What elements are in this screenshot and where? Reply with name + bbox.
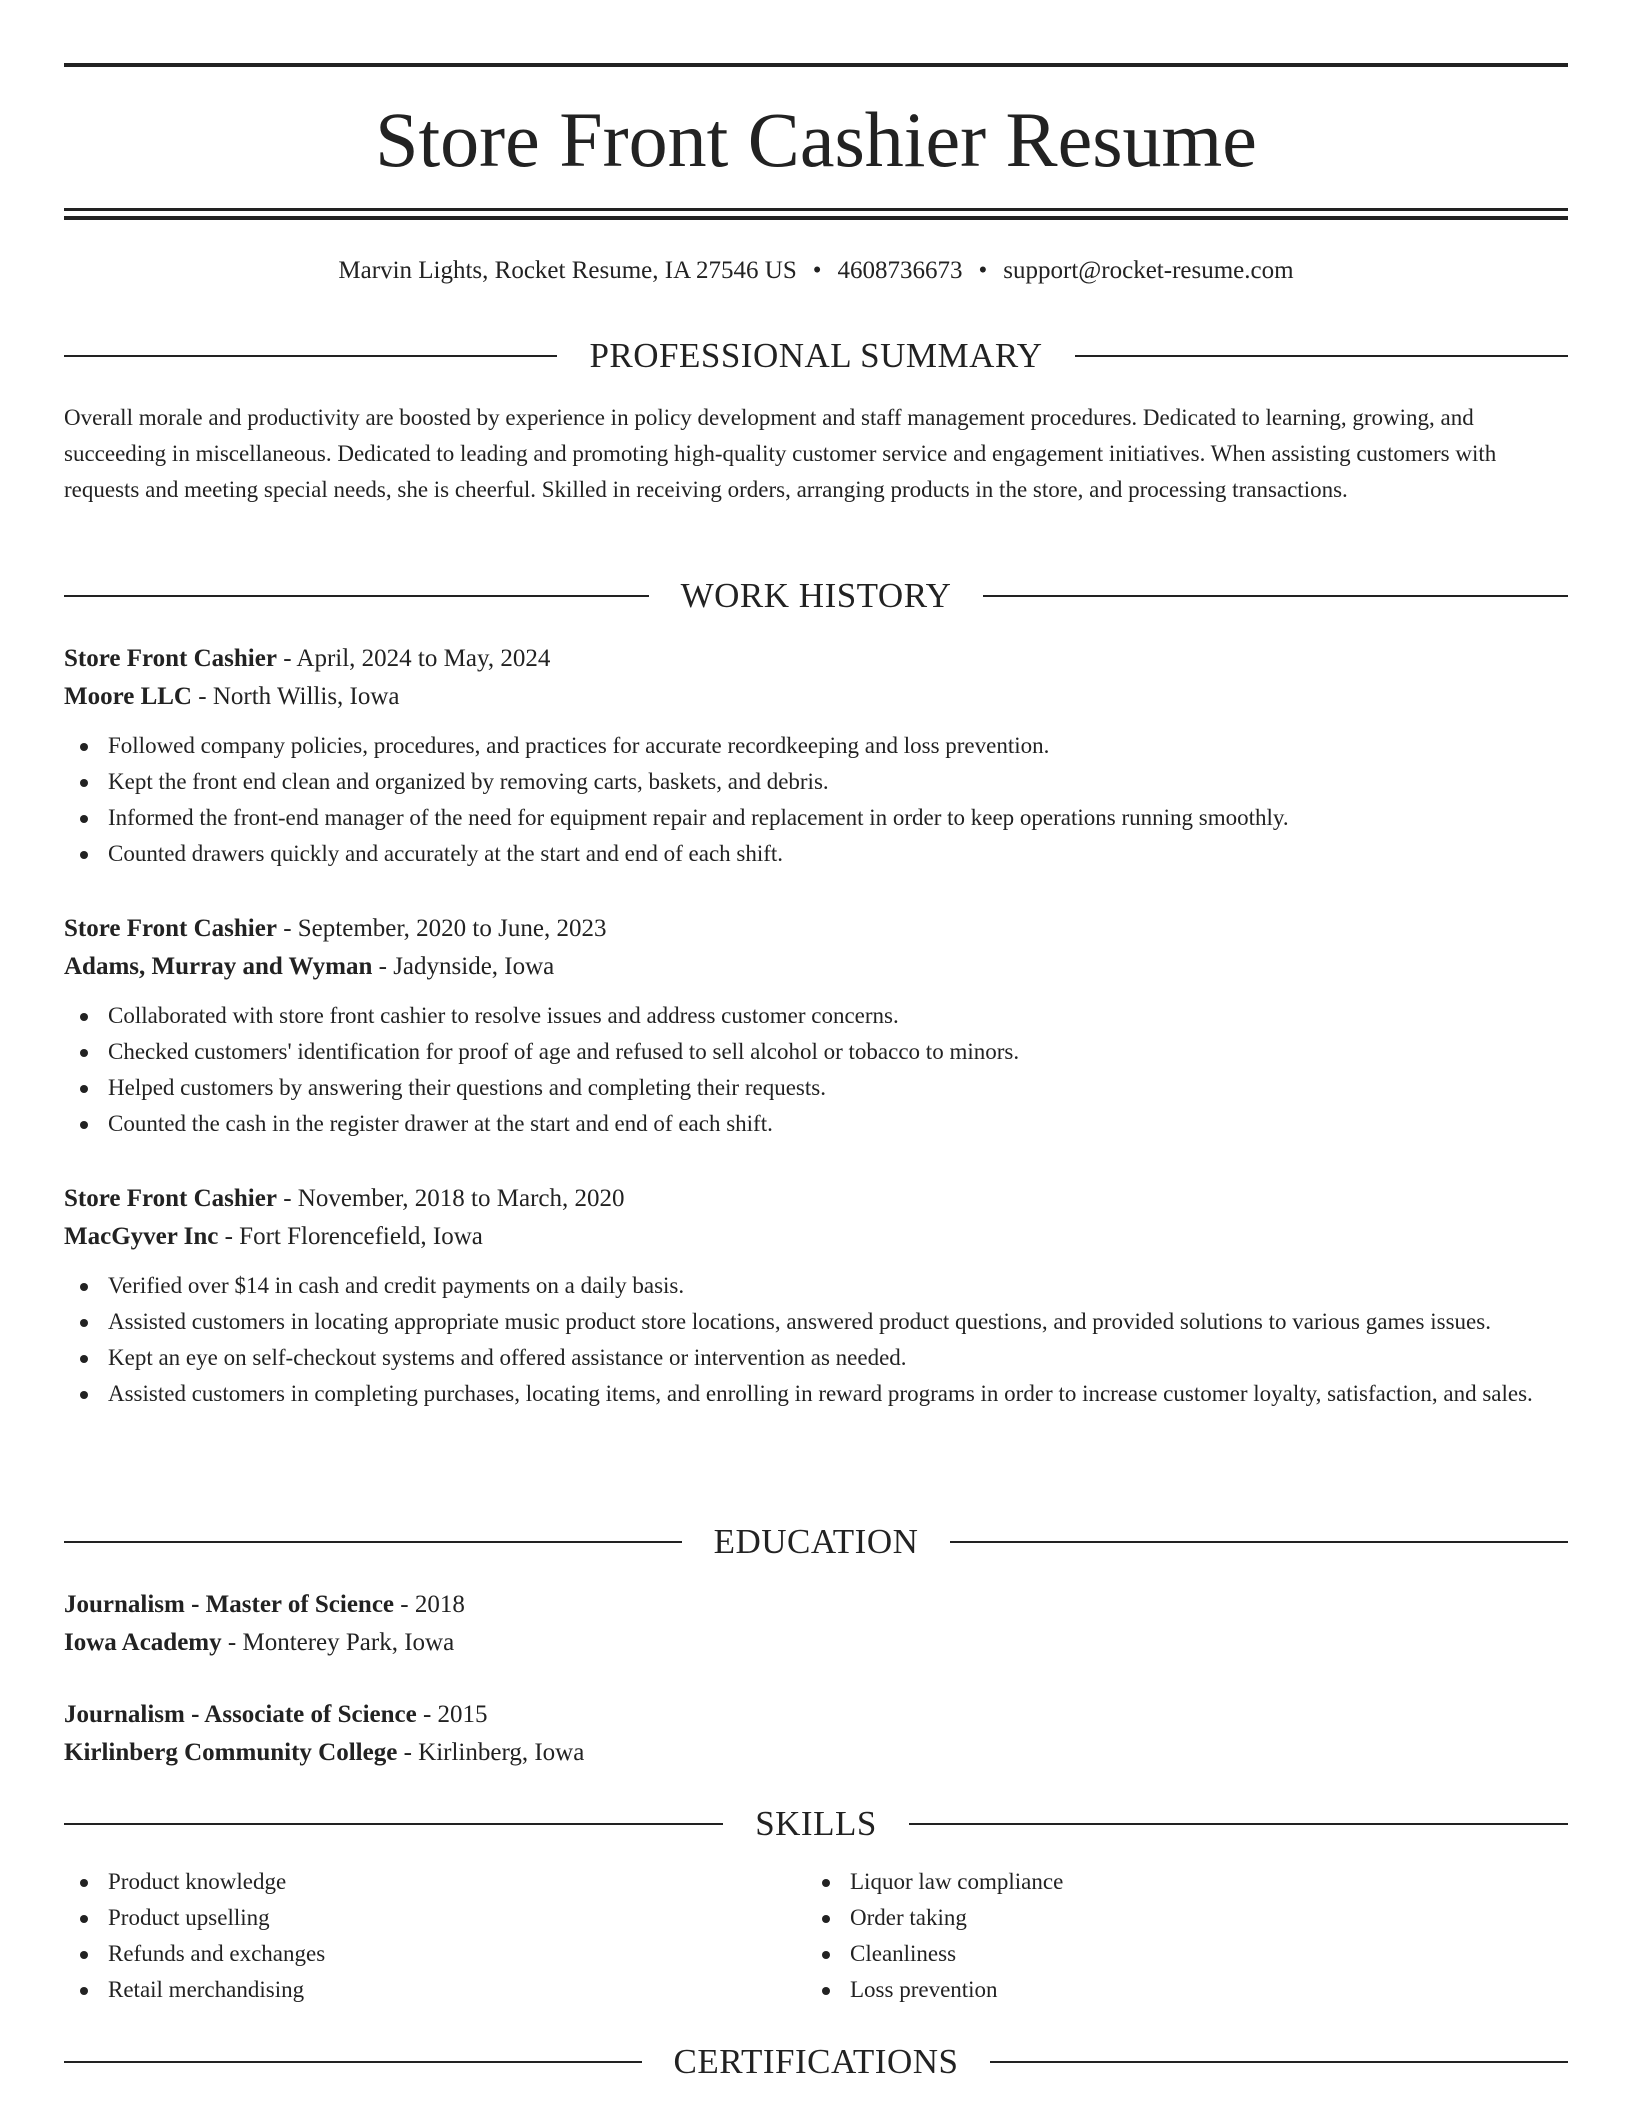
skills-column-right — [806, 1864, 1548, 2008]
contact-phone: 4608736673 — [837, 257, 963, 284]
skill-item: Retail merchandising — [64, 1972, 806, 2008]
job-dates: - April, 2024 to May, 2024 — [276, 645, 551, 672]
job-company: Moore LLC — [64, 683, 192, 710]
heading-rule — [990, 2061, 1568, 2063]
section-heading-education — [64, 1520, 1568, 1564]
degree-line — [64, 1586, 1568, 1624]
degree-year: - 2018 — [394, 1591, 465, 1618]
school-line — [64, 1624, 1568, 1662]
skill-item: Product knowledge — [64, 1864, 806, 1900]
job-entry — [64, 1180, 1568, 1412]
heading-rule — [950, 1541, 1568, 1543]
school: Kirlinberg Community College — [64, 1739, 398, 1766]
job-title-line — [64, 910, 1568, 948]
skill-item: Loss prevention — [806, 1972, 1548, 2008]
contact-line — [64, 254, 1568, 288]
list-item: Informed the front-end manager of the need for equipment repair and replacement in order to keep operations running smoothly. — [64, 800, 1568, 836]
skills-column-left — [64, 1864, 806, 2008]
skills-list — [64, 1864, 1568, 2008]
contact-address: Marvin Lights, Rocket Resume, IA 27546 US — [338, 257, 797, 284]
job-location: - North Willis, Iowa — [192, 683, 400, 710]
job-duties — [64, 1268, 1568, 1412]
title-double-rule — [64, 208, 1568, 220]
school-location: - Kirlinberg, Iowa — [397, 1739, 585, 1766]
job-dates: - September, 2020 to June, 2023 — [276, 915, 607, 942]
job-location: - Fort Florencefield, Iowa — [218, 1223, 483, 1250]
heading-rule — [64, 1823, 723, 1825]
section-heading-work — [64, 574, 1568, 618]
resume-title: Store Front Cashier Resume — [375, 96, 1257, 183]
job-company-line — [64, 1218, 1568, 1256]
job-company-line — [64, 678, 1568, 716]
contact-separator: • — [978, 257, 988, 284]
list-item: Verified over $14 in cash and credit payments on a daily basis. — [64, 1268, 1568, 1304]
job-title-line — [64, 1180, 1568, 1218]
school-line — [64, 1734, 1568, 1772]
skill-item: Order taking — [806, 1900, 1548, 1936]
list-item: Checked customers' identification for proof of age and refused to sell alcohol or tobacco to minors. — [64, 1034, 1568, 1070]
list-item: Followed company policies, procedures, and practices for accurate recordkeeping and loss prevention. — [64, 728, 1568, 764]
list-item: Helped customers by answering their questions and completing their requests. — [64, 1070, 1568, 1106]
job-dates: - November, 2018 to March, 2020 — [276, 1185, 625, 1212]
heading-rule — [983, 595, 1568, 597]
job-entry — [64, 640, 1568, 872]
job-company: Adams, Murray and Wyman — [64, 953, 373, 980]
job-duties — [64, 998, 1568, 1142]
job-location: - Jadynside, Iowa — [372, 953, 555, 980]
job-entry — [64, 910, 1568, 1142]
list-item: Kept the front end clean and organized by removing carts, baskets, and debris. — [64, 764, 1568, 800]
school-location: - Monterey Park, Iowa — [221, 1629, 455, 1656]
heading-rule — [909, 1823, 1568, 1825]
resume-page — [64, 0, 1568, 2112]
list-item: Assisted customers in completing purchases, locating items, and enrolling in reward programs in order to increase customer loyalty, satisfaction, and sales. — [64, 1376, 1568, 1412]
skill-item: Cleanliness — [806, 1936, 1548, 1972]
job-company: MacGyver Inc — [64, 1223, 219, 1250]
skill-item: Liquor law compliance — [806, 1864, 1548, 1900]
list-item: Collaborated with store front cashier to resolve issues and address customer concerns. — [64, 998, 1568, 1034]
top-rule — [64, 63, 1568, 67]
job-title-line — [64, 640, 1568, 678]
section-title: PROFESSIONAL SUMMARY — [589, 336, 1043, 375]
contact-email[interactable]: support@rocket-resume.com — [1003, 257, 1294, 284]
list-item: Assisted customers in locating appropriate music product store locations, answered product questions, and provided solutions to various games issues. — [64, 1304, 1568, 1340]
skill-item: Refunds and exchanges — [64, 1936, 806, 1972]
degree: Journalism - Associate of Science — [64, 1701, 417, 1728]
heading-rule — [64, 355, 557, 357]
section-title: EDUCATION — [713, 1522, 919, 1561]
job-role: Store Front Cashier — [64, 1185, 277, 1212]
heading-rule — [64, 1541, 682, 1543]
education-entry — [64, 1586, 1568, 1662]
job-role: Store Front Cashier — [64, 645, 277, 672]
list-item: Counted drawers quickly and accurately at the start and end of each shift. — [64, 836, 1568, 872]
section-title: CERTIFICATIONS — [673, 2042, 959, 2081]
section-heading-certifications — [64, 2040, 1568, 2084]
job-company-line — [64, 948, 1568, 986]
list-item: Kept an eye on self-checkout systems and offered assistance or intervention as needed. — [64, 1340, 1568, 1376]
section-heading-summary — [64, 334, 1568, 378]
school: Iowa Academy — [64, 1629, 222, 1656]
degree: Journalism - Master of Science — [64, 1591, 395, 1618]
section-heading-skills — [64, 1802, 1568, 1846]
heading-rule — [64, 595, 649, 597]
section-title: WORK HISTORY — [680, 576, 952, 615]
degree-year: - 2015 — [416, 1701, 488, 1728]
summary-text: Overall morale and productivity are boosted by experience in policy development and staff management procedures. Dedicated to learning, growing, and succeeding in miscellaneous. Dedicated to leading and promoting high-quality customer service and engagement initiatives. When assisting customers with requests and meeting special needs, she is cheerful. Skilled in receiving orders, arranging products in the store, and processing transactions. — [64, 405, 1497, 502]
job-role: Store Front Cashier — [64, 915, 277, 942]
degree-line — [64, 1696, 1568, 1734]
education-entry — [64, 1696, 1568, 1772]
skill-item: Product upselling — [64, 1900, 806, 1936]
section-title: SKILLS — [755, 1804, 877, 1843]
heading-rule — [1075, 355, 1568, 357]
job-duties — [64, 728, 1568, 872]
heading-rule — [64, 2061, 642, 2063]
list-item: Counted the cash in the register drawer at the start and end of each shift. — [64, 1106, 1568, 1142]
contact-separator: • — [812, 257, 822, 284]
